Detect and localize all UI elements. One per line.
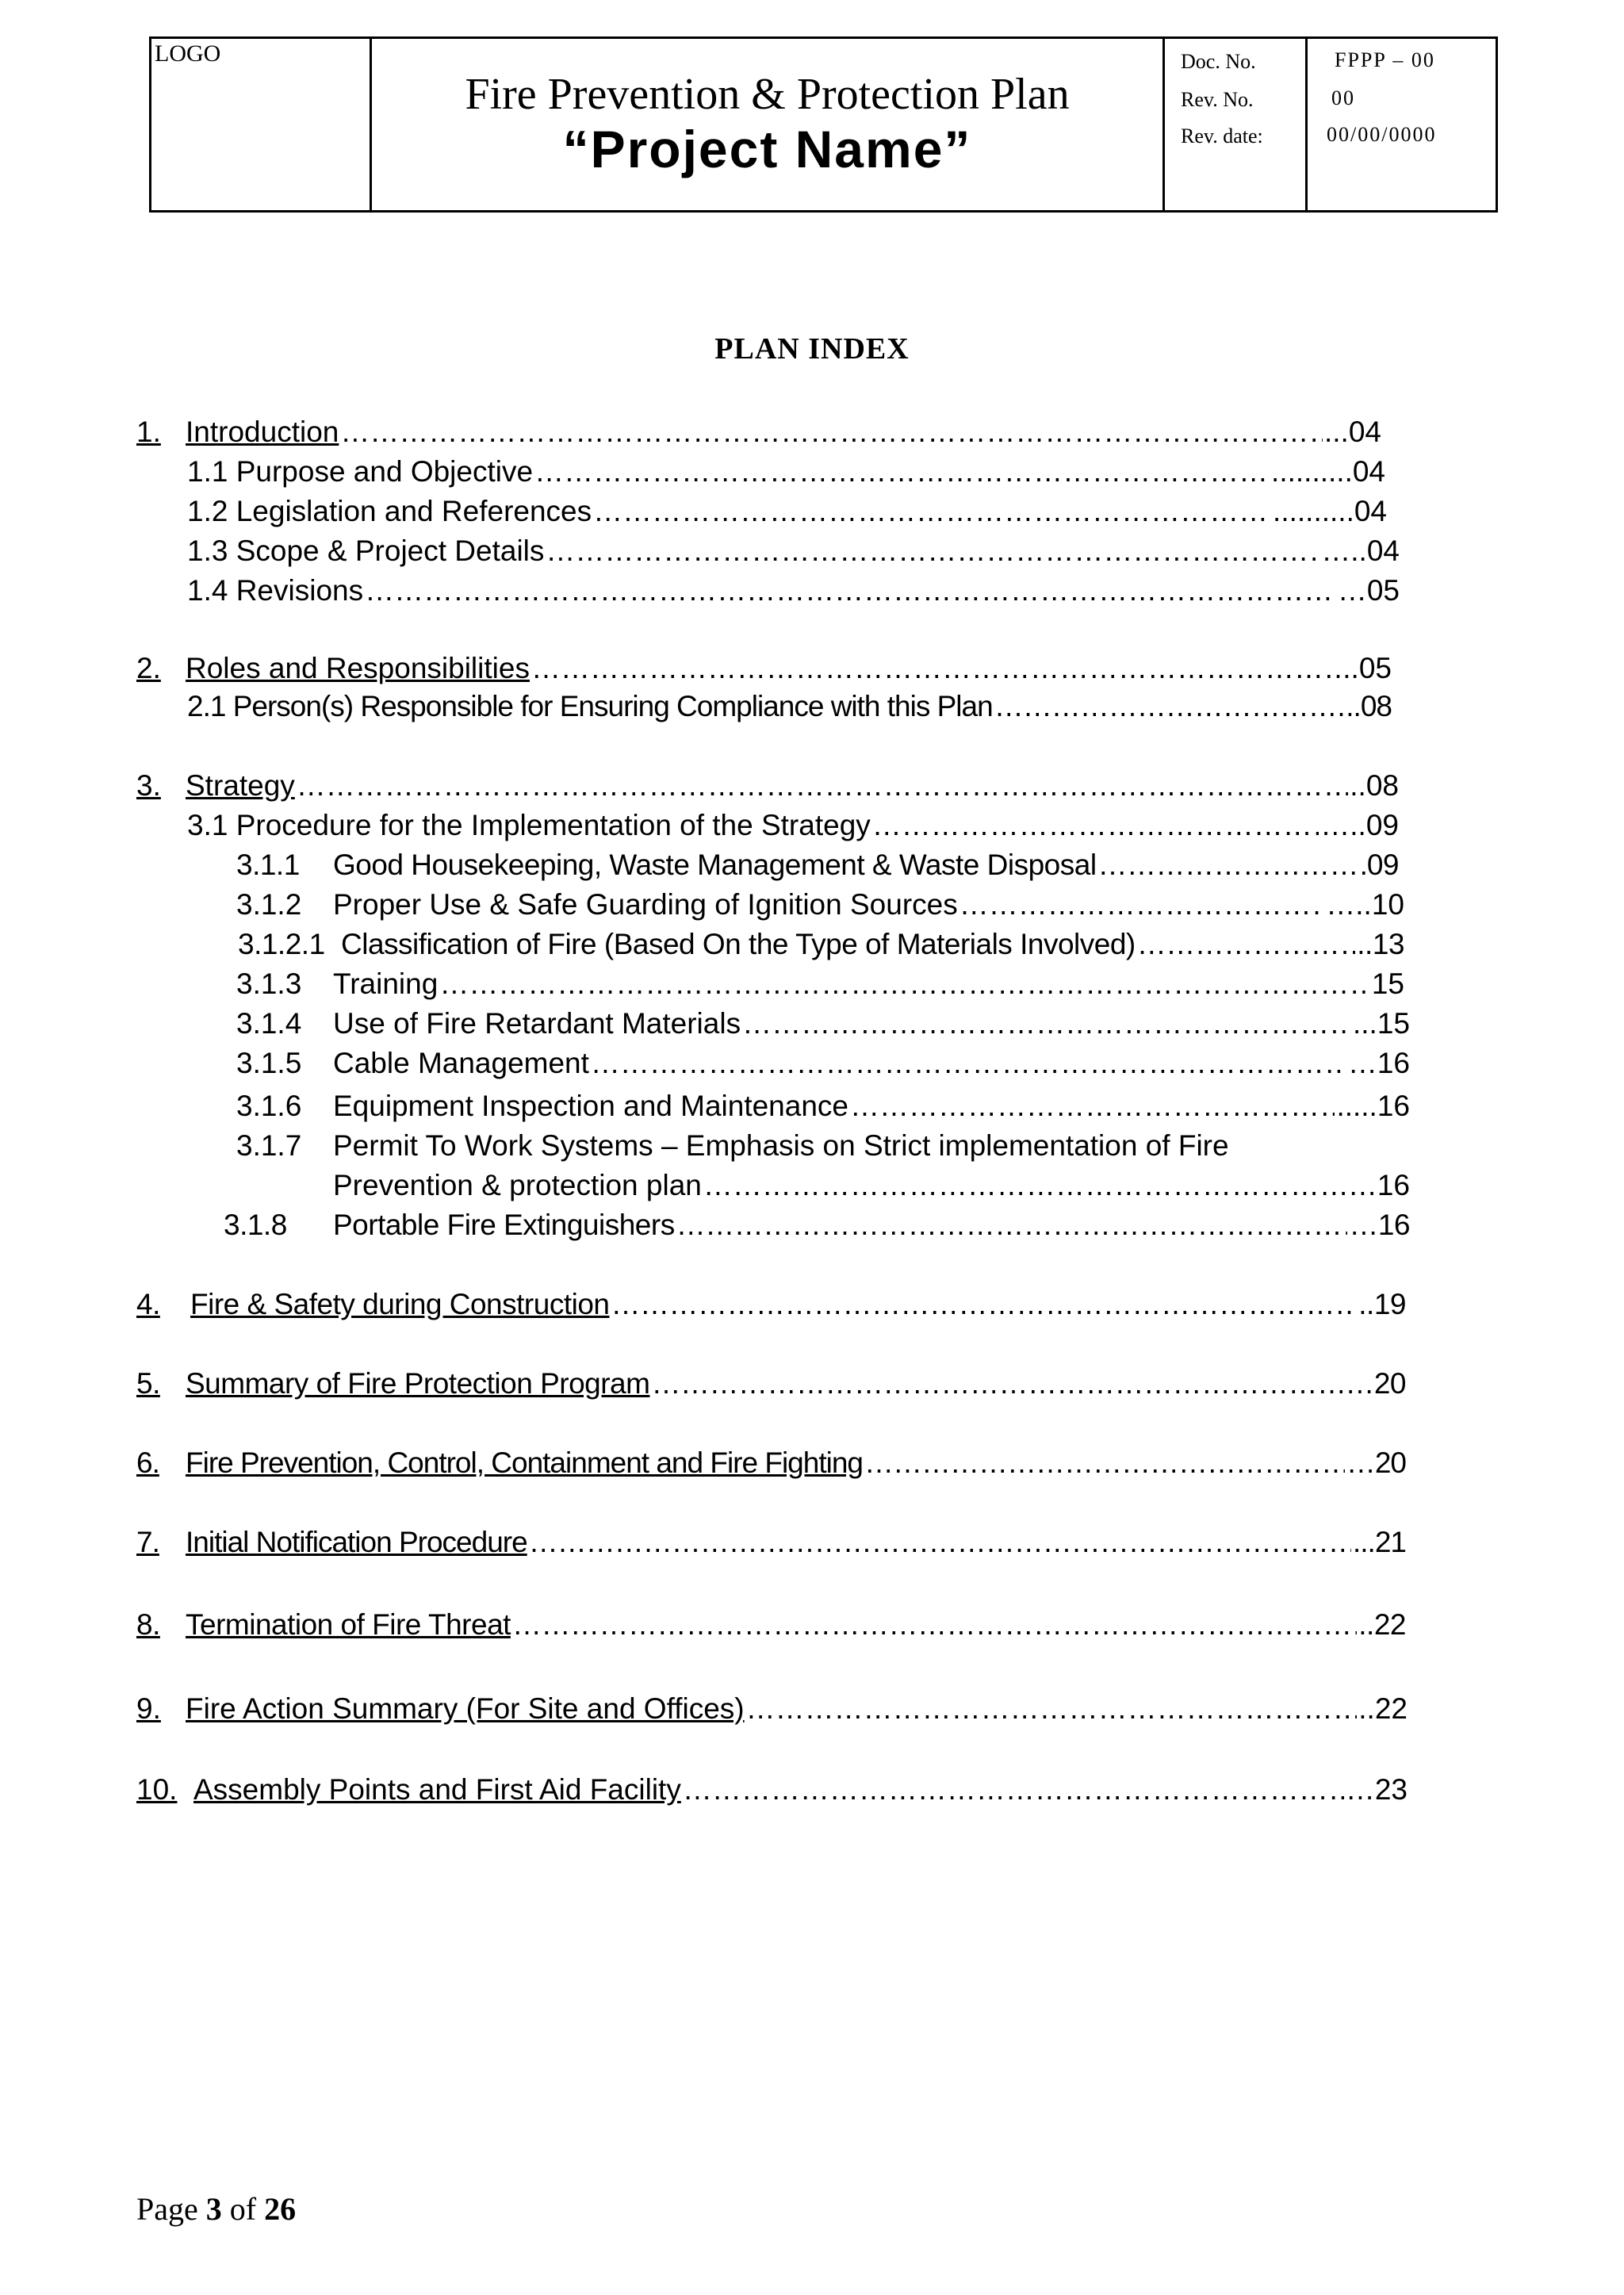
toc-entry-title: Good Housekeeping, Waste Management & Waste Disposal xyxy=(333,849,1097,881)
toc-entry-page: …..04 xyxy=(1321,534,1400,567)
page-footer xyxy=(136,2190,296,2228)
toc-leader xyxy=(531,652,1341,685)
toc-entry-3-1[interactable] xyxy=(187,809,1399,842)
toc-entry-1-2[interactable] xyxy=(187,495,1387,528)
toc-entry-title: Training xyxy=(333,967,439,1000)
toc-entry-page: ..22 xyxy=(1358,1692,1408,1725)
toc-entry-page: …05 xyxy=(1337,574,1400,607)
toc-leader xyxy=(512,1608,1357,1642)
toc-entry-number: 9. xyxy=(136,1692,161,1725)
toc-entry-page: ...15 xyxy=(1353,1007,1410,1040)
toc-entry-title: Fire Prevention, Control, Containment and Fire Fighting xyxy=(186,1446,863,1479)
toc-entry-page: …16 xyxy=(1347,1169,1410,1201)
toc-entry-number: 3.1.1 xyxy=(236,849,300,881)
toc-leader xyxy=(742,1007,1351,1040)
toc-entry-number: 3.1.2.1 xyxy=(238,928,325,960)
toc-leader xyxy=(994,690,1316,723)
toc-entry-number: 3.1.8 xyxy=(224,1209,287,1241)
toc-leader xyxy=(611,1288,1357,1321)
toc-leader xyxy=(676,1209,1348,1242)
toc-entry-title: Introduction xyxy=(186,416,339,448)
toc-leader xyxy=(439,967,1370,1001)
toc-entry-title: Roles and Responsibilities xyxy=(186,652,530,684)
toc-entry-number: 3.1.4 xyxy=(236,1007,302,1040)
toc-entry-page: …16 xyxy=(1347,1047,1410,1079)
toc-entry-title: Termination of Fire Threat xyxy=(186,1608,511,1641)
toc-entry-title: Classification of Fire (Based On the Type of Materials Involved) xyxy=(341,928,1136,960)
plan-index-title: PLAN INDEX xyxy=(714,332,910,366)
rev-date-value: 00/00/0000 xyxy=(1327,123,1437,146)
toc-entry-number: 3.1.2 xyxy=(236,888,302,921)
toc-leader xyxy=(746,1692,1358,1726)
total-pages-number: 26 xyxy=(264,2191,297,2227)
toc-leader xyxy=(591,1047,1346,1080)
toc-leader xyxy=(340,416,1323,449)
toc-leader xyxy=(959,888,1325,921)
toc-entry-title: 1.3 Scope & Project Details xyxy=(187,534,545,567)
toc-entry-number: 6. xyxy=(136,1446,159,1479)
toc-entry-title: Permit To Work Systems – Emphasis on Strict implementation of Fire xyxy=(333,1129,1229,1162)
page-word: Page xyxy=(136,2191,198,2227)
toc-entry-title: Proper Use & Safe Guarding of Ignition Sources xyxy=(333,888,958,921)
toc-entry-number: 2. xyxy=(136,652,161,684)
toc-leader xyxy=(683,1773,1344,1806)
toc-leader xyxy=(872,809,1320,842)
logo-placeholder: LOGO xyxy=(155,40,221,67)
toc-entry-title: Cable Management xyxy=(333,1047,589,1079)
toc-entry-page: ..........04 xyxy=(1271,455,1385,488)
toc-entry-number: 3.1.3 xyxy=(236,967,302,1000)
toc-entry-number: 4. xyxy=(136,1288,160,1320)
toc-entry-number: 10. xyxy=(136,1773,178,1806)
toc-entry-1[interactable] xyxy=(136,416,1381,449)
toc-entry-title: Portable Fire Extinguishers xyxy=(333,1209,675,1241)
toc-entry-page: …20 xyxy=(1346,1446,1406,1479)
project-name: “Project Name” xyxy=(562,120,972,178)
toc-entry-3-1-4[interactable] xyxy=(236,1007,1410,1040)
toc-entry-2[interactable] xyxy=(136,652,1392,685)
toc-entry-page: 15 xyxy=(1371,967,1404,1000)
toc-leader xyxy=(529,1526,1351,1559)
toc-leader xyxy=(365,574,1336,607)
toc-entry-title: 1.2 Legislation and References xyxy=(187,495,592,527)
toc-leader xyxy=(850,1090,1335,1123)
toc-leader xyxy=(546,534,1320,568)
toc-entry-page: .....16 xyxy=(1336,1090,1410,1122)
toc-leader xyxy=(534,455,1270,489)
toc-entry-3-1-6[interactable] xyxy=(236,1090,1410,1123)
toc-entry-3-1-7-continued[interactable] xyxy=(333,1169,1410,1202)
toc-entry-page: 09 xyxy=(1366,849,1399,881)
toc-entry-page: ...04 xyxy=(1324,416,1381,448)
toc-entry-number: 3.1.6 xyxy=(236,1090,302,1122)
toc-entry-3[interactable] xyxy=(136,769,1399,803)
toc-entry-3-1-2-1[interactable] xyxy=(238,928,1404,961)
toc-entry-2-1[interactable] xyxy=(187,690,1392,723)
toc-leader xyxy=(703,1169,1346,1202)
toc-entry-page: …..09 xyxy=(1320,809,1399,841)
toc-entry-3-1-2[interactable] xyxy=(236,888,1404,921)
toc-entry-page: ..13 xyxy=(1357,928,1404,960)
doc-no-label: Doc. No. xyxy=(1181,50,1256,73)
toc-entry-10[interactable] xyxy=(136,1773,1408,1806)
toc-entry-number: 3.1.7 xyxy=(236,1129,302,1162)
toc-entry-page: ..05 xyxy=(1342,652,1392,684)
current-page-number: 3 xyxy=(205,2191,222,2227)
toc-leader xyxy=(651,1367,1343,1400)
rev-no-value: 00 xyxy=(1331,86,1355,109)
toc-entry-page: …23 xyxy=(1345,1773,1408,1806)
rev-date-label: Rev. date: xyxy=(1181,125,1263,148)
toc-entry-title: Use of Fire Retardant Materials xyxy=(333,1007,741,1040)
toc-entry-page: ..22 xyxy=(1358,1608,1406,1641)
toc-entry-4[interactable] xyxy=(136,1288,1406,1321)
toc-entry-6[interactable] xyxy=(136,1446,1406,1480)
toc-entry-page: ..08 xyxy=(1350,769,1399,802)
toc-entry-title: Fire Action Summary (For Site and Offices) xyxy=(186,1692,745,1725)
toc-entry-1-3[interactable] xyxy=(187,534,1400,568)
toc-entry-page: ...21 xyxy=(1353,1526,1406,1558)
toc-entry-title: Prevention & protection plan xyxy=(333,1169,702,1201)
toc-entry-3-1-5[interactable] xyxy=(236,1047,1410,1080)
toc-entry-title: Equipment Inspection and Maintenance xyxy=(333,1090,848,1122)
toc-entry-5[interactable] xyxy=(136,1367,1406,1400)
toc-entry-number: 3. xyxy=(136,769,161,802)
toc-entry-1-1[interactable] xyxy=(187,455,1385,489)
toc-entry-title: 1.1 Purpose and Objective xyxy=(187,455,534,488)
toc-entry-8[interactable] xyxy=(136,1608,1406,1642)
toc-entry-title: Fire & Safety during Construction xyxy=(190,1288,610,1320)
toc-entry-9[interactable] xyxy=(136,1692,1408,1726)
toc-leader xyxy=(1137,928,1356,961)
toc-leader xyxy=(1098,849,1365,882)
toc-entry-title: Initial Notification Procedure xyxy=(186,1526,527,1558)
toc-leader xyxy=(297,769,1348,803)
toc-entry-page: …..08 xyxy=(1317,690,1392,722)
toc-entry-page: ..........04 xyxy=(1273,495,1387,527)
toc-entry-3-1-3[interactable] xyxy=(236,967,1404,1001)
document-title: Fire Prevention & Protection Plan xyxy=(465,70,1070,119)
toc-entry-page: …16 xyxy=(1349,1209,1410,1241)
toc-entry-title: Assembly Points and First Aid Facility xyxy=(193,1773,681,1806)
toc-entry-title: 2.1 Person(s) Responsible for Ensuring Compliance with this Plan xyxy=(187,690,993,722)
toc-entry-title: Summary of Fire Protection Program xyxy=(186,1367,650,1400)
toc-entry-number: 8. xyxy=(136,1608,160,1641)
toc-leader xyxy=(864,1446,1345,1480)
toc-entry-title: 1.4 Revisions xyxy=(187,574,364,607)
toc-leader xyxy=(593,495,1271,528)
toc-entry-page: …..10 xyxy=(1326,888,1404,921)
toc-entry-number: 5. xyxy=(136,1367,160,1400)
toc-entry-1-4[interactable] xyxy=(187,574,1400,607)
toc-entry-3-1-1[interactable] xyxy=(236,849,1399,882)
toc-entry-number: 7. xyxy=(136,1526,159,1558)
toc-entry-7[interactable] xyxy=(136,1526,1406,1559)
toc-entry-title: 3.1 Procedure for the Implementation of the Strategy xyxy=(187,809,871,841)
doc-no-value: FPPP – 00 xyxy=(1335,48,1435,71)
toc-entry-page: …20 xyxy=(1345,1367,1406,1400)
toc-entry-3-1-7[interactable] xyxy=(236,1129,1426,1163)
toc-entry-page: ..19 xyxy=(1358,1288,1406,1320)
of-word: of xyxy=(229,2191,257,2227)
rev-no-label: Rev. No. xyxy=(1181,88,1254,111)
toc-entry-number: 1. xyxy=(136,416,161,448)
toc-entry-number: 3.1.5 xyxy=(236,1047,302,1079)
toc-entry-3-1-8[interactable] xyxy=(224,1209,1410,1242)
toc-entry-title: Strategy xyxy=(186,769,295,802)
